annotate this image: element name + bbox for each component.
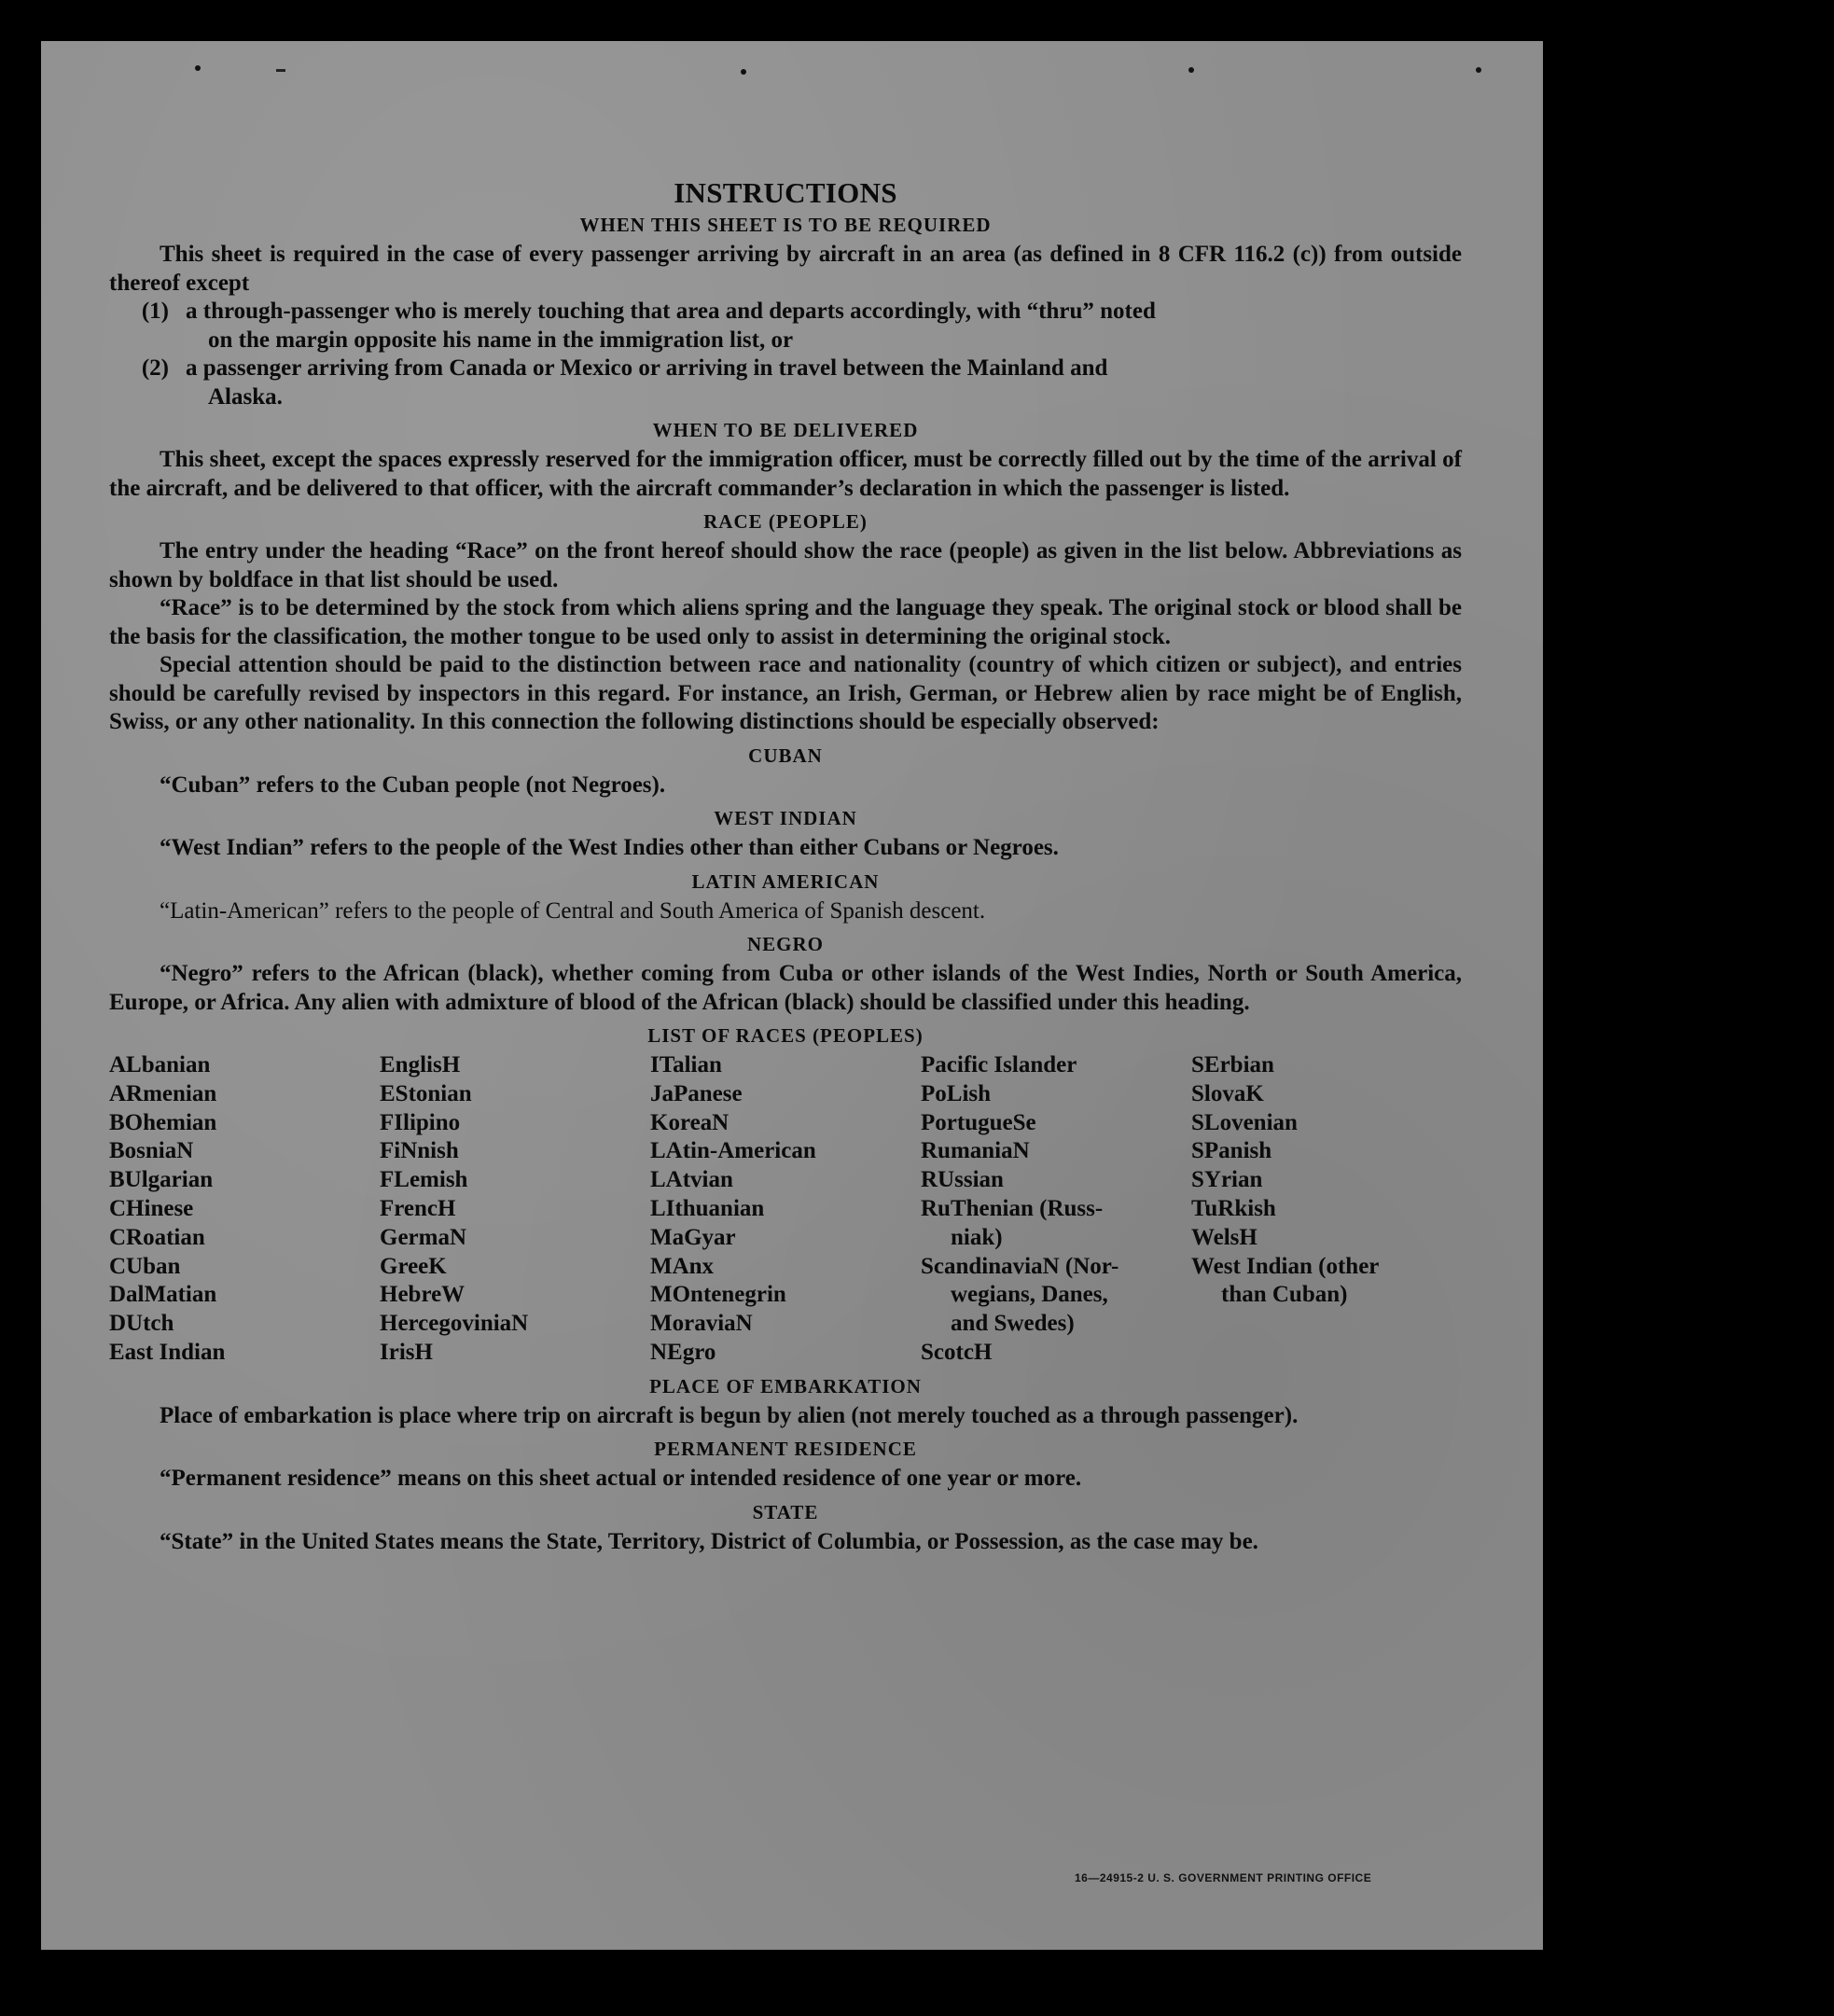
race-entry: IrisH: [380, 1339, 433, 1365]
document-sheet: [41, 41, 1543, 1950]
race-entry: ITalian: [650, 1052, 722, 1078]
heading-embarkation: PLACE OF EMBARKATION: [649, 1374, 922, 1397]
race-entry: RumaniaN: [921, 1138, 1030, 1164]
race-entry: TuRkish: [1191, 1195, 1276, 1221]
heading-list-of-races: LIST OF RACES (PEOPLES): [647, 1024, 924, 1047]
negro-text: “Negro” refers to the African (black), whether coming from Cuba or other islands of the West Indies, North or South America, Europe, or Africa. Any alien with admixture of blood of the African (black) should be classified under this heading.: [109, 961, 1462, 1015]
race-entry: CRoatian: [109, 1224, 205, 1250]
page-title: INSTRUCTIONS: [674, 176, 897, 209]
race-entry: LIthuanian: [650, 1195, 765, 1221]
heading-west-indian: WEST INDIAN: [714, 807, 857, 829]
race-entry-continued: wegians, Danes,: [951, 1282, 1108, 1308]
scan-speck: [1188, 67, 1194, 73]
exception-number: (1): [141, 299, 169, 324]
race-entry: PortugueSe: [921, 1109, 1036, 1135]
races-column-3: [650, 1051, 921, 1368]
heading-when-required: WHEN THIS SHEET IS TO BE REQUIRED: [579, 214, 992, 236]
race-entry: HebreW: [380, 1282, 465, 1308]
exception-text: a through-passenger who is merely touching that area and departs accordingly, with “thru” noted: [186, 299, 1156, 324]
race-entry: ScotcH: [921, 1339, 993, 1365]
permanent-residence-text: “Permanent residence” means on this sheet actual or intended residence of one year or more.: [160, 1466, 1082, 1492]
race-entry: MAnx: [650, 1253, 715, 1279]
race-entry: GreeK: [380, 1253, 447, 1279]
race-entry: EStonian: [380, 1080, 472, 1106]
race-entry: CHinese: [109, 1195, 194, 1221]
race-entry-continued: than Cuban): [1221, 1282, 1348, 1308]
heading-latin-american: LATIN AMERICAN: [691, 869, 880, 893]
races-column-1: [109, 1051, 380, 1368]
exception-item-2: [109, 355, 1462, 411]
race-entry: SYrian: [1191, 1167, 1263, 1193]
race-entry: West Indian (other: [1191, 1253, 1380, 1279]
race-entry: RUssian: [921, 1167, 1004, 1193]
race-entry: MoraviaN: [650, 1311, 753, 1337]
race-entry: MOntenegrin: [650, 1282, 786, 1308]
heading-state: STATE: [752, 1500, 819, 1523]
races-column-4: [921, 1051, 1191, 1368]
exception-text-continued: Alaska.: [208, 383, 283, 410]
race-entry: LAtvian: [650, 1167, 733, 1193]
race-entry: HercegoviniaN: [380, 1311, 529, 1337]
race-entry: FrencH: [380, 1195, 456, 1221]
heading-cuban: CUBAN: [748, 744, 823, 767]
race-entry: BOhemian: [109, 1109, 217, 1135]
race-entry: PoLish: [921, 1080, 992, 1106]
heading-race: RACE (PEOPLE): [703, 510, 868, 533]
west-indian-text: “West Indian” refers to the people of the West Indies other than either Cubans or Negroes.: [160, 835, 1059, 860]
when-delivered-text: This sheet, except the spaces expressly reserved for the immigration officer, must be correctly filled out by the time of the arrival of the aircraft, and be delivered to that officer, with the aircraft commander’s declaration in which the passenger is listed.: [109, 447, 1462, 501]
heading-when-delivered: WHEN TO BE DELIVERED: [652, 419, 919, 441]
exception-item-1: [109, 298, 1462, 355]
race-entry: DalMatian: [109, 1282, 217, 1308]
race-entry: RuThenian (Russ-: [921, 1195, 1104, 1221]
exception-number: (2): [141, 355, 169, 381]
scan-speck: [276, 69, 285, 72]
race-entry: DUtch: [109, 1311, 174, 1337]
race-entry: Pacific Islander: [921, 1052, 1077, 1078]
race-paragraph-1: The entry under the heading “Race” on the front hereof should show the race (people) as given in the list below. Abbreviations as shown by boldface in that list should be used.: [109, 538, 1462, 592]
race-entry-continued: and Swedes): [951, 1311, 1075, 1337]
when-required-intro: This sheet is required in the case of every passenger arriving by aircraft in an area (as defined in 8 CFR 116.2 (c)) from outside thereof except: [109, 242, 1462, 296]
heading-permanent-residence: PERMANENT RESIDENCE: [654, 1438, 917, 1461]
embarkation-text: Place of embarkation is place where trip on aircraft is begun by alien (not merely touched as a through passenger).: [160, 1402, 1299, 1428]
race-entry: GermaN: [380, 1224, 467, 1250]
race-entry: SPanish: [1191, 1138, 1272, 1164]
instructions-content: [109, 172, 1462, 1556]
race-paragraph-2: “Race” is to be determined by the stock from which aliens spring and the language they speak. The original stock or blood shall be the basis for the classification, the mother tongue to be used only to assist in determining the original stock.: [109, 595, 1462, 649]
race-entry-continued: niak): [951, 1224, 1003, 1250]
heading-negro: NEGRO: [746, 933, 824, 955]
race-entry: CUban: [109, 1253, 181, 1279]
race-entry: BUlgarian: [109, 1167, 214, 1193]
race-entry: MaGyar: [650, 1224, 736, 1250]
latin-american-text: “Latin-American” refers to the people of Central and South America of Spanish descent.: [160, 897, 986, 924]
scan-speck: [741, 69, 746, 75]
scan-speck: [195, 65, 201, 71]
race-entry: East Indian: [109, 1339, 226, 1365]
race-entry: ScandinaviaN (Nor-: [921, 1253, 1119, 1279]
races-list: [109, 1051, 1462, 1368]
race-entry: EnglisH: [380, 1052, 461, 1078]
race-entry: NEgro: [650, 1339, 716, 1365]
state-text: “State” in the United States means the State, Territory, District of Columbia, or Possession, as the case may be.: [160, 1528, 1258, 1554]
race-entry: SlovaK: [1191, 1080, 1264, 1106]
race-entry: FIlipino: [380, 1109, 461, 1135]
race-entry: BosniaN: [109, 1138, 194, 1164]
exception-text-continued: on the margin opposite his name in the immigration list, or: [208, 327, 794, 353]
race-entry: JaPanese: [650, 1080, 743, 1106]
race-paragraph-3: Special attention should be paid to the distinction between race and nationality (country of which citizen or subject), and entries should be carefully revised by inspectors in this regard. For instance, an Irish, German, or Hebrew alien by race might be of English, Swiss, or any other nationality. In this connection the following distinctions should be especially observed:: [109, 652, 1462, 734]
printing-office-footer: 16—24915-2 U. S. GOVERNMENT PRINTING OFFICE: [1075, 1871, 1372, 1884]
races-column-5: [1191, 1051, 1462, 1368]
race-entry: LAtin-American: [650, 1138, 816, 1164]
race-entry: FiNnish: [380, 1138, 459, 1164]
scan-speck: [1476, 67, 1481, 73]
race-entry: FLemish: [380, 1167, 468, 1193]
race-entry: WelsH: [1191, 1224, 1257, 1250]
exception-text: a passenger arriving from Canada or Mexico or arriving in travel between the Mainland and: [186, 355, 1108, 381]
race-entry: ARmenian: [109, 1080, 217, 1106]
race-entry: ALbanian: [109, 1052, 211, 1078]
race-entry: KoreaN: [650, 1109, 729, 1135]
cuban-text: “Cuban” refers to the Cuban people (not Negroes).: [160, 772, 666, 798]
races-column-2: [380, 1051, 650, 1368]
race-entry: SErbian: [1191, 1052, 1274, 1078]
race-entry: SLovenian: [1191, 1109, 1298, 1135]
